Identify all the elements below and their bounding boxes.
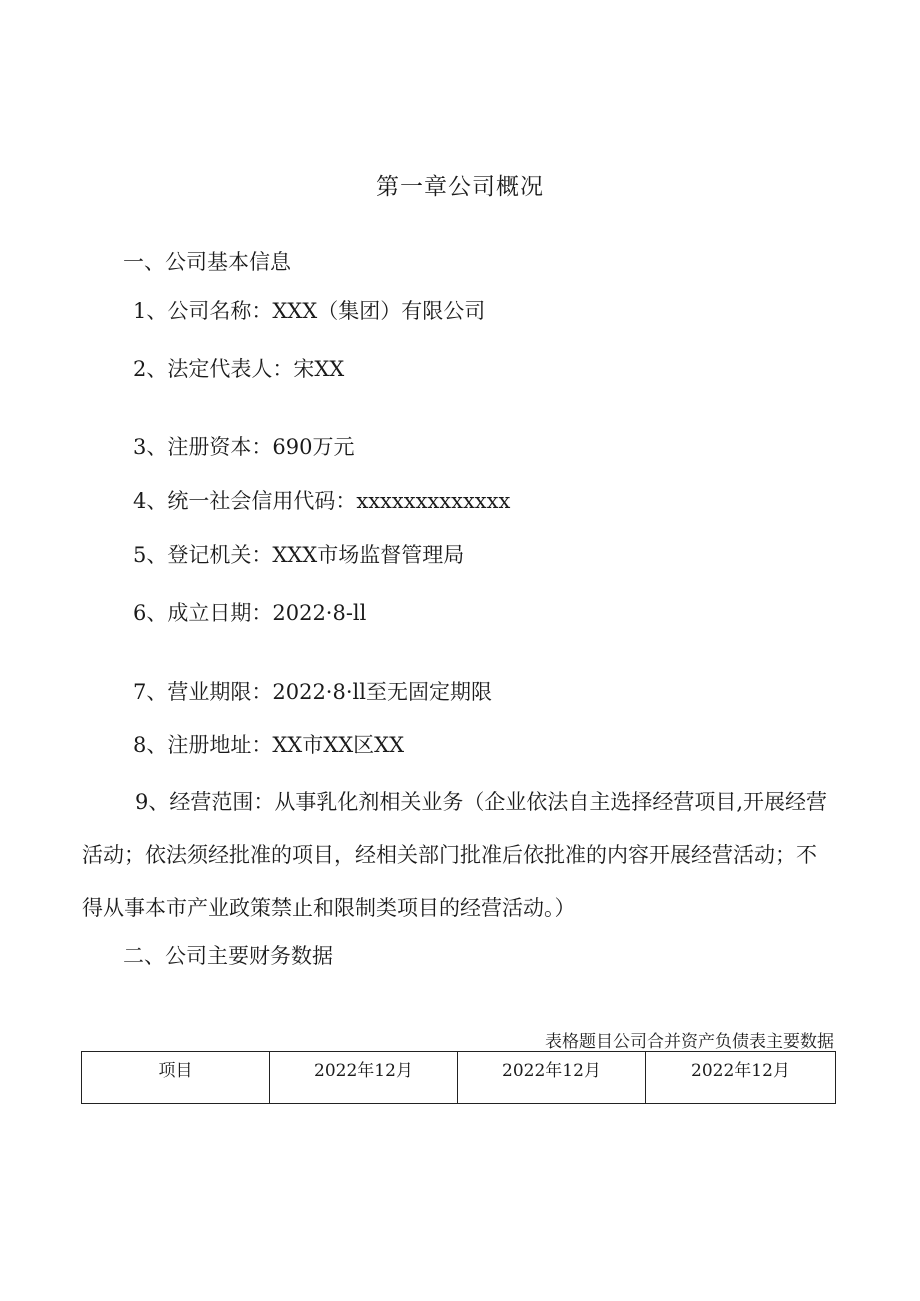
info-item-credit-code: 4、统一社会信用代码：xxxxxxxxxxxxx <box>133 489 511 513</box>
info-item-business-term: 7、营业期限：2022·8·ll至无固定期限 <box>133 680 492 704</box>
section-heading-financial-data: 二、公司主要财务数据 <box>123 944 333 968</box>
balance-sheet-table <box>81 1051 836 1104</box>
info-item-registered-address: 8、注册地址：XX市XX区XX <box>133 733 405 757</box>
info-item-registered-capital: 3、注册资本：690万元 <box>133 435 355 459</box>
info-item-company-name: 1、公司名称：XXX（集团）有限公司 <box>133 299 486 323</box>
business-scope-text: 9、经营范围：从事乳化剂相关业务（企业依法自主选择经营项目,开展经营活动；依法须经批准的项目，经相关部门批准后依批准的内容开展经营活动；不得从事本市产业政策禁止和限制类项目的经营活动。） <box>82 790 828 920</box>
section-heading-basic-info: 一、公司基本信息 <box>123 250 291 274</box>
info-item-legal-representative: 2、法定代表人：宋XX <box>133 357 345 381</box>
table-caption: 表格题目公司合并资产负债表主要数据 <box>545 1032 834 1052</box>
info-item-registration-authority: 5、登记机关：XXX市场监督管理局 <box>133 543 465 567</box>
table-header-period: 2022年12月 <box>270 1052 458 1104</box>
table-header-row <box>82 1052 836 1104</box>
info-item-establishment-date: 6、成立日期：2022·8-ll <box>133 601 367 625</box>
table-header-period: 2022年12月 <box>646 1052 836 1104</box>
info-item-business-scope <box>82 776 832 935</box>
table-header-period: 2022年12月 <box>458 1052 646 1104</box>
table-header-item: 项目 <box>82 1052 270 1104</box>
chapter-title: 第一章公司概况 <box>376 174 544 200</box>
